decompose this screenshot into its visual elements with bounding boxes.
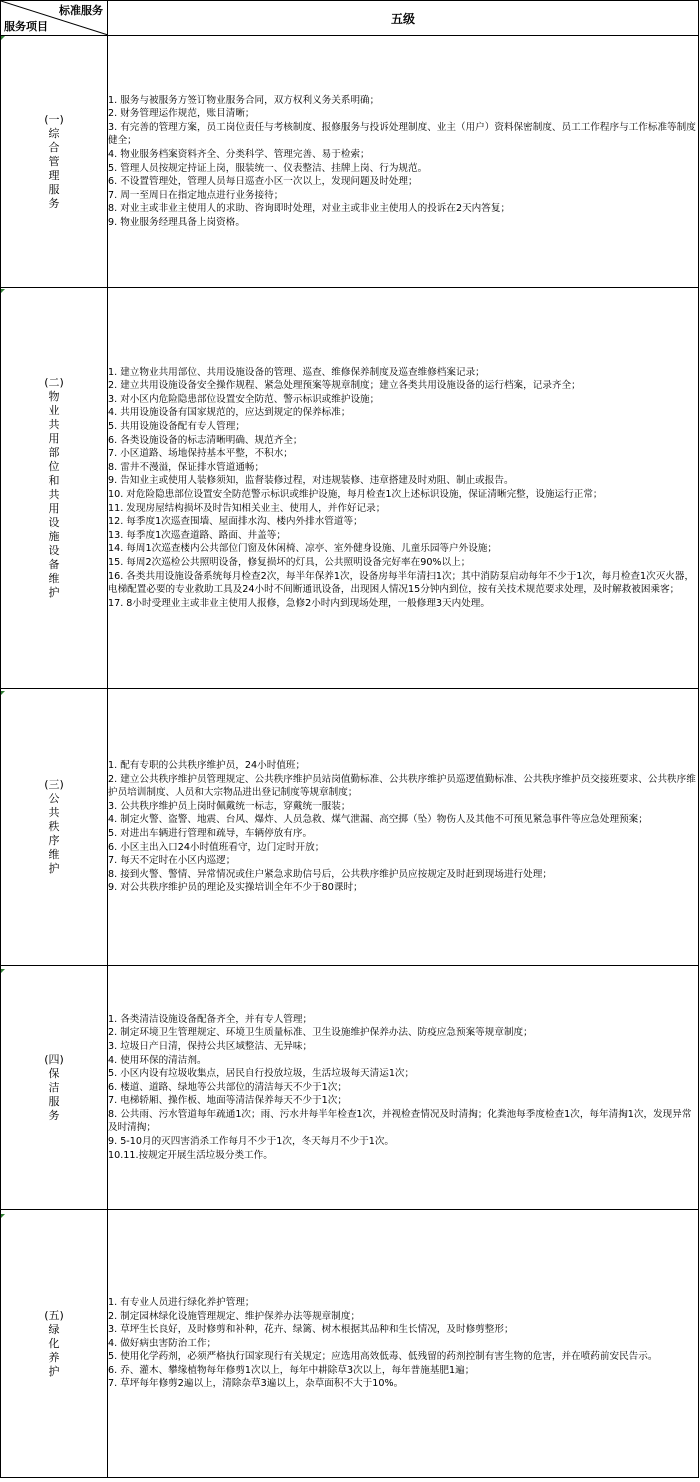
section-content	[108, 36, 699, 288]
cell-comment-marker	[1, 691, 5, 695]
list-item: 7. 周一至周日在指定地点进行业务接待；	[108, 189, 284, 201]
list-item: 1. 有专业人员进行绿化养护管理；	[108, 1296, 255, 1308]
section-category	[1, 288, 108, 689]
list-item: 3. 有完善的管理方案，员工岗位责任与考核制度、报修服务与投诉处理制度、业主（用户）资料保密制度、员工工作程序与工作标准等制度健全；	[108, 121, 696, 147]
list-item: 6. 不设置管理处，管理人员每日巡查小区一次以上，发现问题及时处理；	[108, 176, 418, 188]
list-item: 4. 使用环保的清洁剂。	[108, 1054, 207, 1066]
list-item: 5. 管理人员按规定持证上岗，服装统一、仪表整洁、挂牌上岗、行为规范。	[108, 162, 428, 174]
list-item: 3. 垃圾日产日清，保持公共区域整洁、无异味；	[108, 1040, 313, 1052]
list-item: 4. 物业服务档案资料齐全、分类科学、管理完善、易于检索；	[108, 148, 370, 160]
list-item: 8. 公共雨、污水管道每年疏通1次；雨、污水井每半年检查1次，并视检查情况及时清掏；化粪池每季度检查1次，每年清掏1次，发现异常及时清掏；	[108, 1108, 692, 1134]
cell-comment-marker	[1, 36, 5, 40]
list-item: 7. 每天不定时在小区内巡逻；	[108, 855, 236, 867]
list-item: 16. 各类共用设施设备系统每月检查2次，每半年保养1次，设备房每半年清扫1次；其中消防泵启动每年不少于1次，每月检查1次灭火器，电梯配置必要的专业救助工具及24小时不间断通讯设备，出现困人情况15分钟内到位，按有关技术规范要求处理，及时解救被困乘客；	[108, 570, 695, 596]
section-number: (三)	[44, 778, 64, 791]
list-item: 10. 对危险隐患部位设置安全防范警示标识或维护设施，每月检查1次上述标识设施，保证清晰完整，设施运行正常；	[108, 489, 603, 500]
list-item: 6. 乔、灌木、攀缘植物每年修剪1次以上，每年中耕除草3次以上，每年普施基肥1遍；	[108, 1364, 475, 1376]
service-item-label: 服务项目	[4, 20, 48, 33]
section-row	[1, 689, 699, 966]
list-item: 7. 草坪每年修剪2遍以上，清除杂草3遍以上，杂草面积不大于10%。	[108, 1378, 404, 1390]
list-item: 5. 共用设施设备配有专人管理；	[108, 421, 245, 433]
list-item: 1. 服务与被服务方签订物业服务合同，双方权利义务关系明确；	[108, 94, 380, 106]
list-item: 14. 每周1次巡查楼内公共部位门窗及休闲椅、凉亭、室外健身设施、儿童乐园等户外设施；	[108, 543, 497, 555]
section-row	[1, 36, 699, 288]
list-item: 4. 做好病虫害防治工作；	[108, 1337, 217, 1349]
list-item: 7. 小区道路、场地保持基本平整，不积水；	[108, 448, 293, 460]
list-item: 1. 建立物业共用部位、共用设施设备的管理、巡查、维修保养制度及巡查维修档案记录；	[108, 366, 485, 378]
header-diagonal-cell	[1, 1, 108, 36]
list-item: 2. 制定园林绿化设施管理规定、维护保养办法等规章制度；	[108, 1310, 361, 1322]
list-item: 13. 每季度1次巡查道路、路面、井盖等；	[108, 529, 286, 541]
section-content	[108, 966, 699, 1210]
list-item: 2. 财务管理运作规范，账目清晰；	[108, 108, 255, 120]
list-item: 1. 各类清洁设施设备配备齐全，并有专人管理；	[108, 1013, 313, 1025]
section-row	[1, 1210, 699, 1478]
list-item: 8. 接到火警、警情、异常情况或住户紧急求助信号后，公共秩序维护员应按规定及时赶到现场进行处理；	[108, 868, 552, 880]
cell-comment-marker	[1, 289, 5, 293]
section-number: (二)	[44, 376, 64, 389]
list-item: 5. 小区内设有垃圾收集点，居民自行投放垃圾，生活垃圾每天清运1次；	[108, 1068, 415, 1080]
section-number: (五)	[44, 1308, 64, 1322]
cell-comment-marker	[1, 1214, 5, 1218]
list-item: 4. 共用设施设备有国家规范的，应达到规定的保养标准；	[108, 407, 351, 419]
cell-comment-marker	[1, 969, 5, 973]
list-item: 3. 公共秩序维护员上岗时佩戴统一标志，穿戴统一服装；	[108, 800, 351, 812]
section-category	[1, 36, 108, 288]
list-item: 1. 配有专职的公共秩序维护员，24小时值班；	[108, 760, 306, 772]
list-item: 12. 每季度1次巡查围墙、屋面排水沟、楼内外排水管道等；	[108, 516, 363, 528]
list-item: 11. 发现房屋结构损坏及时告知相关业主、使用人，并作好记录；	[108, 502, 386, 514]
list-item: 3. 对小区内危险隐患部位设置安全防范、警示标识或维护设施；	[108, 393, 380, 405]
list-item: 3. 草坪生长良好，及时修剪和补种，花卉、绿篱、树木根据其品种和生长情况，及时修剪整形；	[108, 1324, 514, 1336]
section-category	[1, 1210, 108, 1478]
list-item: 6. 楼道、道路、绿地等公共部位的清洁每天不少于1次；	[108, 1081, 347, 1093]
section-category	[1, 966, 108, 1210]
section-number: (一)	[44, 112, 64, 126]
list-item: 6. 小区主出入口24小时值班看守，边门定时开放；	[108, 841, 325, 853]
list-item: 8. 雷井不漫溢，保证排水管道通畅；	[108, 461, 265, 473]
list-item: 7. 电梯轿厢、操作板、地面等清洁保养每天不少于1次；	[108, 1095, 347, 1107]
list-item: 2. 建立共用设施设备安全操作规程、紧急处理预案等规章制度；建立各类共用设施设备的运行档案，记录齐全；	[108, 380, 581, 392]
list-item: 10.11.按规定开展生活垃圾分类工作。	[108, 1149, 273, 1161]
list-item: 5. 使用化学药剂，必须严格执行国家现行有关规定；应选用高效低毒、低残留的药剂控制有害生物的危害，并在喷药前安民告示。	[108, 1351, 658, 1363]
section-content	[108, 689, 699, 966]
list-item: 8. 对业主或非业主使用人的求助、咨询即时处理，对业主或非业主使用人的投诉在2天内答复；	[108, 203, 511, 215]
section-name: 物业共用部位和共用设施设备维护	[48, 390, 60, 599]
section-name: 绿化养护	[48, 1322, 60, 1378]
section-name: 公共秩序维护	[48, 792, 60, 875]
list-item: 2. 制定环境卫生管理规定、环境卫生质量标准、卫生设施维护保养办法、防疫应急预案等规章制度；	[108, 1027, 533, 1039]
level-header: 五级	[108, 1, 699, 36]
list-item: 6. 各类设施设备的标志清晰明确、规范齐全；	[108, 434, 303, 446]
section-category	[1, 689, 108, 966]
section-content	[108, 288, 699, 689]
list-item: 9. 对公共秩序维护员的理论及实操培训全年不少于80课时；	[108, 882, 363, 894]
section-row	[1, 288, 699, 689]
header-row	[1, 1, 699, 36]
section-name: 保洁服务	[48, 1066, 60, 1122]
list-item: 9. 告知业主或使用人装修须知，监督装修过程，对违规装修、违章搭建及时劝阻、制止或报告。	[108, 475, 514, 487]
section-number: (四)	[44, 1052, 64, 1066]
section-content	[108, 1210, 699, 1478]
section-name: 综合管理服务	[48, 126, 60, 210]
list-item: 4. 制定火警、盗警、地震、台风、爆炸、人员急救、煤气泄漏、高空掷（坠）物伤人及其他不可预见紧急事件等应急处理预案；	[108, 814, 648, 826]
standard-service-label: 标准服务	[59, 4, 103, 17]
list-item: 15. 每周2次巡检公共照明设备，修复损坏的灯具，公共照明设备完好率在90%以上；	[108, 556, 471, 568]
list-item: 9. 物业服务经理具备上岗资格。	[108, 216, 245, 228]
list-item: 17. 8小时受理业主或非业主使用人报修，急修2小时内到现场处理，一般修理3天内处理。	[108, 597, 490, 609]
list-item: 5. 对进出车辆进行管理和疏导，车辆停放有序。	[108, 828, 313, 839]
list-item: 2. 建立公共秩序维护员管理规定、公共秩序维护员站岗值勤标准、公共秩序维护员巡逻值勤标准、公共秩序维护员交接班要求、公共秩序维护员培训制度、人员和大宗物品进出登记制度等规章制度；	[108, 773, 696, 799]
section-row	[1, 966, 699, 1210]
list-item: 9. 5-10月的灭四害消杀工作每月不少于1次，冬天每月不少于1次。	[108, 1136, 395, 1148]
